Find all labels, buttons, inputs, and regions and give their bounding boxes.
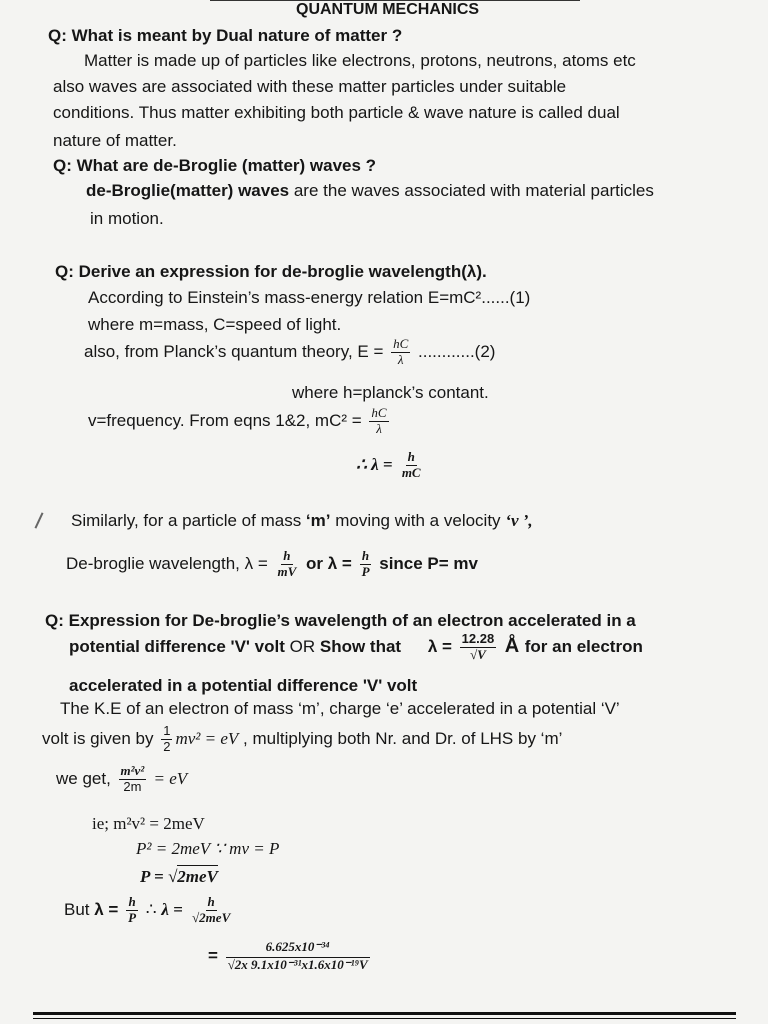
derivation-line: According to Einstein’s mass-energy relation E=mC²......(1) [88, 288, 531, 307]
question-line2 [69, 632, 643, 663]
page-title: QUANTUM MECHANICS [296, 1, 480, 18]
question-derive-wavelength: Q: Derive an expression for de-broglie wavelength(λ). [55, 262, 487, 281]
derivation-result [356, 450, 426, 481]
margin-tick-mark [35, 512, 44, 528]
numerator: h [207, 894, 215, 909]
text: λ = [161, 899, 188, 919]
numerator: 1 [163, 723, 171, 738]
text: ‘m’ [305, 511, 331, 530]
fraction [126, 895, 138, 926]
text: Similarly, for a particle of mass [71, 511, 306, 530]
equation-line-but [64, 895, 235, 926]
derivation-line-combine [88, 406, 392, 437]
text: OR [284, 636, 320, 656]
bottom-rule [33, 1012, 736, 1015]
text: P = √ [140, 867, 178, 886]
equation-line-p [140, 867, 218, 887]
numerator: h [407, 449, 415, 464]
text: for an electron [524, 636, 643, 656]
text: Å [499, 634, 525, 657]
numerator: h [283, 548, 291, 563]
text: λ = [94, 899, 124, 919]
numerator: h [128, 894, 136, 909]
text: ‘v ’, [505, 511, 533, 530]
text: = [208, 945, 223, 965]
text: Show that [319, 636, 402, 656]
denominator: 2 [163, 738, 171, 754]
denominator: λ [397, 351, 404, 367]
bottom-rule-thin [33, 1018, 736, 1019]
text: De-broglie wavelength, λ = [66, 553, 273, 573]
denominator: λ [376, 420, 382, 436]
fraction [400, 450, 423, 481]
derivation-line-planck [84, 337, 495, 368]
answer-line: in motion. [90, 209, 164, 228]
denominator: √V [470, 646, 486, 662]
text: But [64, 899, 95, 919]
term-matter-waves: de-Broglie(matter) waves [86, 181, 290, 200]
denominator: mC [401, 464, 421, 480]
fraction [360, 549, 372, 580]
denominator: 2m [123, 778, 142, 794]
question-electron-wavelength: Q: Expression for De-broglie’s wavelength of an electron accelerated in a [45, 611, 636, 630]
answer-line: also waves are associated with these matter particles under suitable [53, 77, 567, 96]
equation-line: P² = 2meV ∵ mv = P [136, 839, 280, 858]
text: we get, [56, 768, 116, 788]
answer-line: nature of matter. [53, 131, 177, 150]
fraction [161, 724, 172, 755]
numerator: 6.625x10⁻³⁴ [226, 940, 370, 958]
fraction [275, 549, 298, 580]
text: , multiplying both Nr. and Dr. of LHS by ‘m’ [238, 728, 563, 748]
fraction [391, 337, 410, 368]
denominator: √2x 9.1x10⁻³¹x1.6x10⁻¹⁹V [227, 956, 368, 972]
question-de-broglie-waves: Q: What are de-Broglie (matter) waves ? [53, 156, 377, 175]
ke-line: The K.E of an electron of mass ‘m’, charge ‘e’ accelerated in a potential ‘V’ [60, 699, 620, 718]
text: mv² = eV [175, 728, 239, 748]
fraction [460, 632, 497, 663]
similarly-line [71, 511, 533, 531]
answer-line: Matter is made up of particles like electrons, protons, neutrons, atoms etc [84, 51, 636, 70]
term-definition: are the waves associated with material particles [289, 181, 654, 200]
numerator: 12.28 [461, 631, 495, 646]
text: since P= mv [374, 553, 478, 573]
text: ∴ λ = [356, 454, 397, 474]
text: or λ = [301, 553, 357, 573]
answer-line: conditions. Thus matter exhibiting both particle & wave nature is called dual [53, 103, 620, 122]
fraction [369, 406, 388, 437]
text: = eV [149, 768, 188, 788]
fraction [190, 895, 232, 926]
fraction [226, 940, 370, 973]
numerator: hC [393, 336, 409, 351]
numerator: m²v² [120, 763, 145, 778]
question-line3: accelerated in a potential difference 'V' volt [69, 676, 418, 695]
question-dual-nature: Q: What is meant by Dual nature of matter ? [48, 26, 403, 45]
numerator: h [361, 548, 370, 563]
text: v=frequency. From eqns 1&2, mC² = [88, 410, 367, 430]
text: moving with a velocity [330, 511, 506, 530]
denominator: √2meV [192, 909, 231, 925]
we-get-line [56, 764, 187, 795]
numerator: hC [371, 405, 387, 420]
radicand: 2meV [177, 867, 218, 886]
text: also, from Planck’s quantum theory, E = [84, 341, 389, 361]
text: potential difference 'V' volt [69, 636, 285, 656]
denominator: mV [277, 563, 297, 579]
derivation-line: where h=planck’s contant. [292, 383, 489, 402]
answer-line [86, 181, 654, 201]
ke-line-2 [42, 724, 562, 755]
denominator: P [361, 563, 370, 579]
equation-line: ie; m²v² = 2meV [92, 814, 205, 833]
final-equation [208, 940, 373, 973]
text: ∴ [141, 899, 162, 919]
derivation-line: where m=mass, C=speed of light. [88, 315, 342, 334]
text: λ = [427, 636, 457, 656]
fraction [119, 764, 147, 795]
de-broglie-formula-line [66, 549, 478, 580]
text: ............(2) [413, 341, 496, 361]
denominator: P [128, 909, 137, 925]
text: volt is given by [42, 728, 159, 748]
